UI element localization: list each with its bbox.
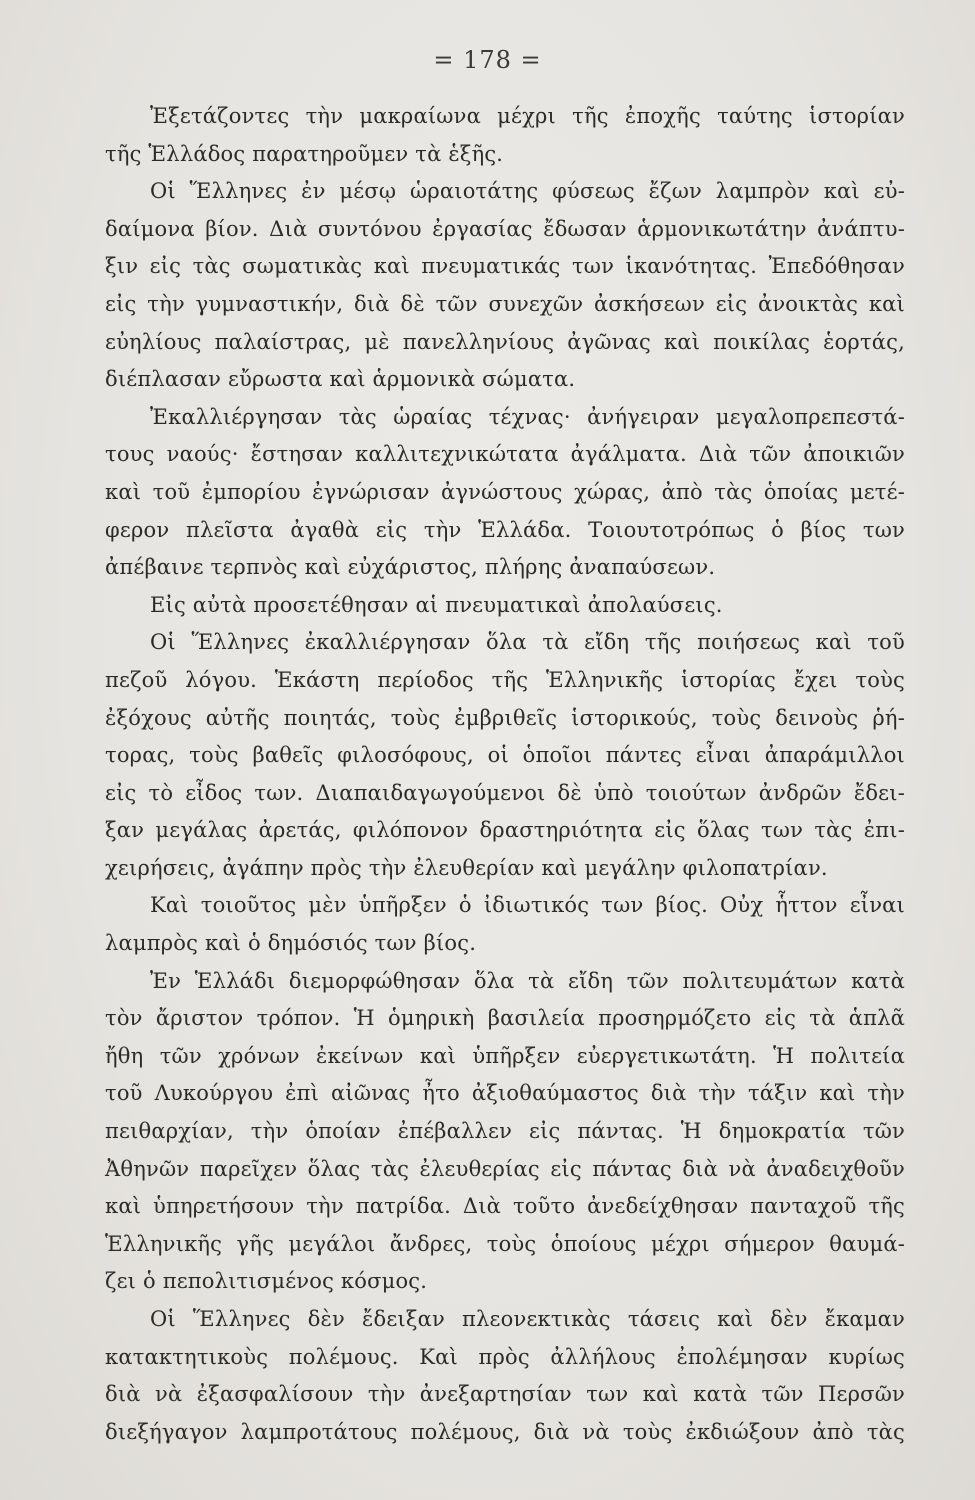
text-line: δαίμονα βίον. Διὰ συντόνου ἐργασίας ἔδωσαν ἁρμονικωτάτην ἀνάπτυ-: [105, 216, 905, 241]
text-line: πεζοῦ λόγου. Ἑκάστη περίοδος τῆς Ἑλληνικῆς ἱστορίας ἔχει τοὺς: [105, 667, 905, 692]
text-line: Ἐξετάζοντες τὴν μακραίωνα μέχρι τῆς ἐποχῆς ταύτης ἱστορίαν: [150, 104, 905, 128]
text-line: διὰ νὰ ἐξασφαλίσουν τὴν ἀνεξαρτησίαν των καὶ κατὰ τῶν Περσῶν: [105, 1382, 905, 1407]
text-line: ξιν εἰς τὰς σωματικὰς καὶ πνευματικάς των ἱκανότητας. Ἐπεδόθησαν: [105, 254, 905, 279]
text-line: ἐξόχους αὐτῆς ποιητάς, τοὺς ἐμβριθεῖς ἱστορικούς, τοὺς δεινοὺς ῥή-: [105, 705, 905, 730]
text-line: εἰς τὴν γυμναστικήν, διὰ δὲ τῶν συνεχῶν ἀσκήσεων εἰς ἀνοικτὰς καὶ: [105, 291, 905, 316]
text-line: διέπλασαν εὔρωστα καὶ ἁρμονικὰ σώματα.: [105, 367, 576, 392]
text-line: τῆς Ἑλλάδος παρατηροῦμεν τὰ ἑξῆς.: [105, 141, 504, 166]
text-line: κατακτητικοὺς πολέμους. Καὶ πρὸς ἀλλήλους ἐπολέμησαν κυρίως: [105, 1344, 905, 1369]
text-line: Οἱ Ἕλληνες δὲν ἔδειξαν πλεονεκτικὰς τάσεις καὶ δὲν ἔκαμαν: [150, 1307, 905, 1331]
text-line: ζει ὁ πεπολιτισμένος κόσμος.: [105, 1269, 428, 1294]
text-line: τορας, τοὺς βαθεῖς φιλοσόφους, οἱ ὁποῖοι πάντες εἶναι ἀπαράμιλλοι: [105, 743, 905, 768]
text-line: ἤθη τῶν χρόνων ἐκείνων καὶ ὑπῆρξεν εὐεργετικωτάτη. Ἡ πολιτεία: [105, 1043, 905, 1068]
text-line: ἀπέβαινε τερπνὸς καὶ εὐχάριστος, πλήρης ἀναπαύσεων.: [105, 555, 716, 580]
text-line: τὸν ἄριστον τρόπον. Ἡ ὁμηρικὴ βασιλεία προσηρμόζετο εἰς τὰ ἁπλᾶ: [105, 1006, 905, 1031]
text-line: ξαν μεγάλας ἀρετάς, φιλόπονον δραστηριότητα εἰς ὅλας των τὰς ἐπι-: [105, 818, 905, 843]
text-line: Ἐκαλλιέργησαν τὰς ὡραίας τέχνας· ἀνήγειραν μεγαλοπρεπεστά-: [150, 404, 905, 429]
text-line: διεξήγαγον λαμπροτάτους πολέμους, διὰ νὰ τοὺς ἐκδιώξουν ἀπὸ τὰς: [105, 1419, 905, 1444]
page-number: = 178 =: [433, 46, 542, 74]
text-line: Ἐν Ἑλλάδι διεμορφώθησαν ὅλα τὰ εἴδη τῶν πολιτευμάτων κατὰ: [150, 968, 905, 993]
text-line: Ἀθηνῶν παρεῖχεν ὅλας τὰς ἐλευθερίας εἰς πάντας διὰ νὰ ἀναδειχθοῦν: [105, 1156, 905, 1181]
body-text: [105, 98, 905, 1451]
text-line: εὐηλίους παλαίστρας, μὲ πανελληνίους ἀγῶνας καὶ ποικίλας ἑορτάς,: [105, 329, 905, 354]
text-line: πειθαρχίαν, τὴν ὁποίαν ἐπέβαλλεν εἰς πάντας. Ἡ δημοκρατία τῶν: [105, 1119, 905, 1144]
text-line: τοῦ Λυκούργου ἐπὶ αἰῶνας ἦτο ἀξιοθαύμαστος διὰ τὴν τάξιν καὶ τὴν: [105, 1081, 905, 1106]
text-line: Εἰς αὐτὰ προσετέθησαν αἱ πνευματικαὶ ἀπολαύσεις.: [150, 592, 723, 617]
text-line: Οἱ Ἕλληνες ἐν μέσῳ ὡραιοτάτης φύσεως ἔζων λαμπρὸν καὶ εὐ-: [150, 179, 905, 204]
text-line: Ἑλληνικῆς γῆς μεγάλοι ἄνδρες, τοὺς ὁποίους μέχρι σήμερον θαυμά-: [105, 1231, 905, 1256]
text-line: χειρήσεις, ἀγάπην πρὸς τὴν ἐλευθερίαν καὶ μεγάλην φιλοπατρίαν.: [105, 855, 828, 880]
text-line: καὶ ὑπηρετήσουν τὴν πατρίδα. Διὰ τοῦτο ἀνεδείχθησαν πανταχοῦ τῆς: [105, 1194, 905, 1219]
text-line: Καὶ τοιοῦτος μὲν ὑπῆρξεν ὁ ἰδιωτικός των βίος. Οὐχ ἧττον εἶναι: [150, 893, 905, 918]
text-line: φερον πλεῖστα ἀγαθὰ εἰς τὴν Ἑλλάδα. Τοιουτοτρόπως ὁ βίος των: [105, 517, 905, 542]
text-line: καὶ τοῦ ἐμπορίου ἐγνώρισαν ἀγνώστους χώρας, ἀπὸ τὰς ὁποίας μετέ-: [105, 479, 905, 504]
text-line: Οἱ Ἕλληνες ἐκαλλιέργησαν ὅλα τὰ εἴδη τῆς ποιήσεως καὶ τοῦ: [150, 630, 905, 655]
text-line: τους ναούς· ἔστησαν καλλιτεχνικώτατα ἀγάλματα. Διὰ τῶν ἀποικιῶν: [105, 442, 905, 467]
text-line: λαμπρὸς καὶ ὁ δημόσιός των βίος.: [105, 931, 477, 956]
text-line: εἰς τὸ εἶδος των. Διαπαιδαγωγούμενοι δὲ ὑπὸ τοιούτων ἀνδρῶν ἔδει-: [105, 780, 905, 805]
